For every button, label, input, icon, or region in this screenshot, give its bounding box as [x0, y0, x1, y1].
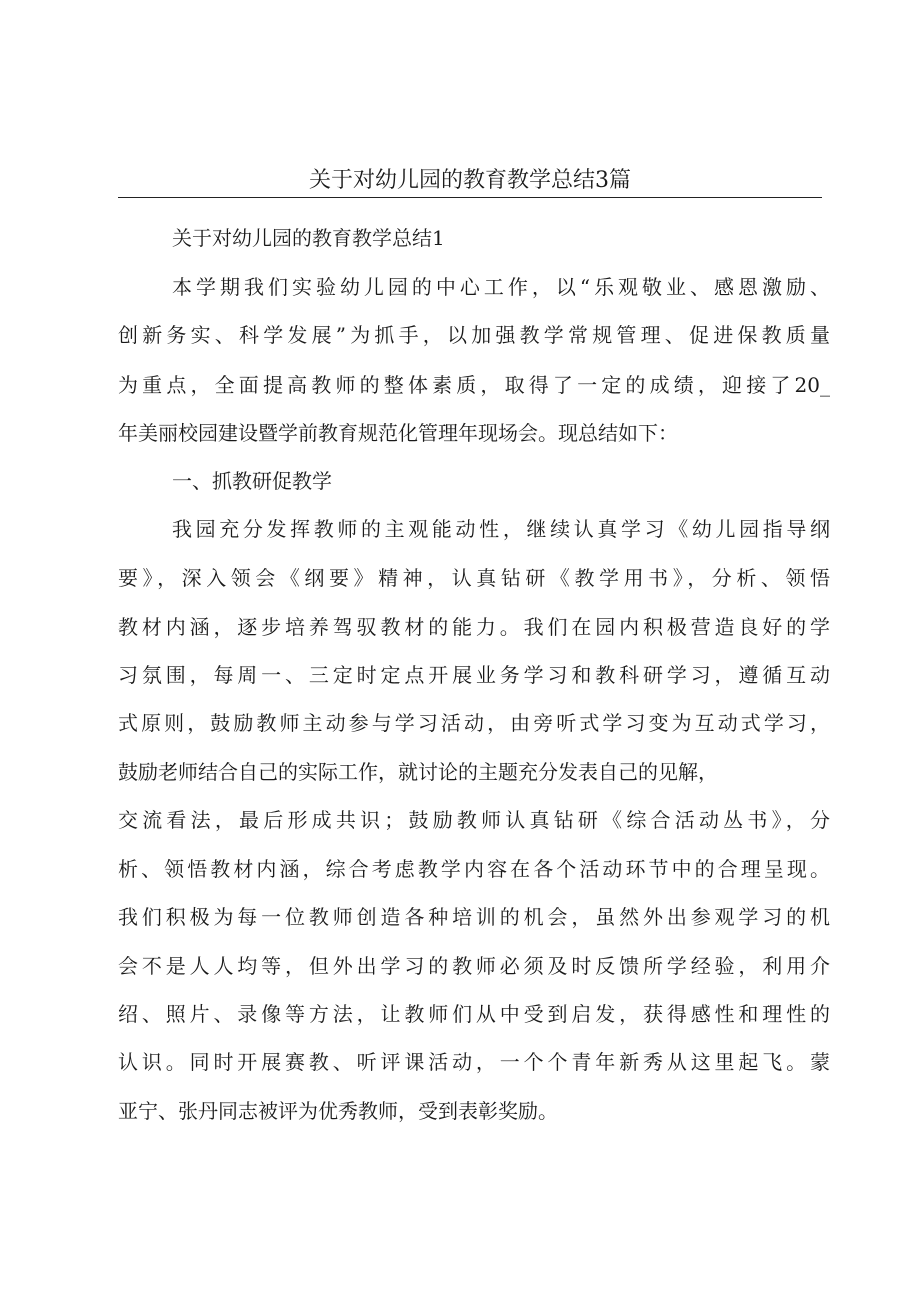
paragraph-line: 创新务实、科学发展”为抓手，以加强教学常规管理、促进保教质量 — [118, 323, 830, 347]
paragraph-line: 绍、照片、录像等方法，让教师们从中受到启发，获得感性和理性的 — [118, 1002, 830, 1026]
title-underline — [118, 197, 822, 198]
paragraph-line: 要》，深入领会《纲要》精神，认真钻研《教学用书》，分析、领悟 — [118, 566, 830, 590]
paragraph-line: 亚宁、张丹同志被评为优秀教师，受到表彰奖励。 — [118, 1099, 558, 1123]
section-subtitle: 关于对幼儿园的教育教学总结1 — [172, 226, 445, 250]
section-heading: 一、抓教研促教学 — [172, 469, 332, 493]
paragraph-line: 教材内涵，逐步培养驾驭教材的能力。我们在园内积极营造良好的学 — [118, 615, 830, 639]
paragraph-line: 我们积极为每一位教师创造各种培训的机会，虽然外出参观学习的机 — [118, 905, 830, 929]
document-title: 关于对幼儿园的教育教学总结3篇 — [309, 168, 631, 193]
paragraph-line: 我园充分发挥教师的主观能动性，继续认真学习《幼儿园指导纲 — [172, 517, 830, 541]
paragraph-line: 析、领悟教材内涵，综合考虑教学内容在各个活动环节中的合理呈现。 — [118, 857, 830, 881]
paragraph-line: 年美丽校园建设暨学前教育规范化管理年现场会。现总结如下： — [118, 421, 678, 445]
paragraph-line: 鼓励老师结合自己的实际工作，就讨论的主题充分发表自己的见解， — [118, 760, 718, 784]
paragraph-line: 本学期我们实验幼儿园的中心工作，以“乐观敬业、感恩激励、 — [172, 275, 830, 299]
paragraph-line: 交流看法，最后形成共识；鼓励教师认真钻研《综合活动丛书》，分 — [118, 808, 830, 832]
paragraph-line: 为重点，全面提高教师的整体素质，取得了一定的成绩，迎接了20_ — [118, 373, 830, 397]
paragraph-line: 习氛围，每周一、三定时定点开展业务学习和教科研学习，遵循互动 — [118, 663, 830, 687]
paragraph-line: 认识。同时开展赛教、听评课活动，一个个青年新秀从这里起飞。蒙 — [118, 1050, 830, 1074]
paragraph-line: 式原则，鼓励教师主动参与学习活动，由旁听式学习变为互动式学习， — [118, 711, 830, 735]
paragraph-line: 会不是人人均等，但外出学习的教师必须及时反馈所学经验，利用介 — [118, 954, 830, 978]
